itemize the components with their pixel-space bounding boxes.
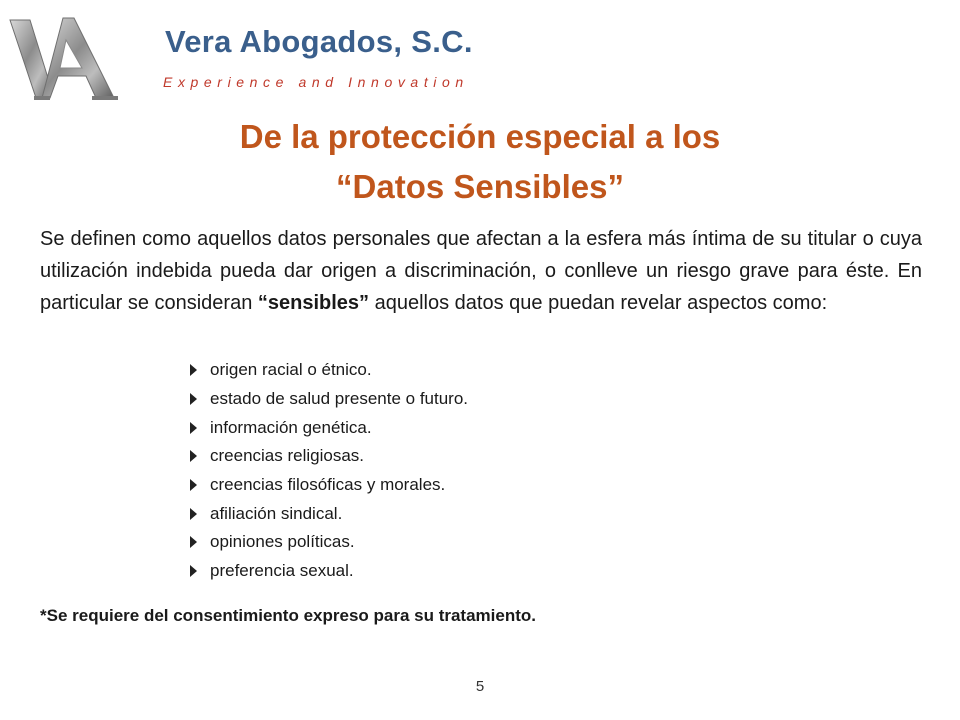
list-item-label: origen racial o étnico. [210,360,372,380]
list-item [190,413,468,442]
intro-paragraph [40,223,922,319]
caret-right-icon [190,450,197,462]
list-item [190,385,468,414]
list-item [190,356,468,385]
list-item-label: estado de salud presente o futuro. [210,389,469,409]
company-tagline: Experience and Innovation [163,74,469,90]
caret-right-icon [190,479,197,491]
list-item [190,499,468,528]
list-item-label: creencias filosóficas y morales. [210,475,446,495]
caret-right-icon [190,508,197,520]
list-item-label: afiliación sindical. [210,503,343,523]
list-item [190,528,468,557]
slide-title-line-2: “Datos Sensibles” [336,168,624,205]
sensitive-data-list [190,356,468,586]
list-item [190,471,468,500]
list-item-label: preferencia sexual. [210,561,354,581]
intro-text-end: aquellos datos que puedan revelar aspectos como: [369,292,828,314]
company-name: Vera Abogados, S.C. [165,24,473,59]
caret-right-icon [190,393,197,405]
slide-title [0,112,960,212]
intro-text-start: Se definen como aquellos datos personales que afectan a la esfera más íntima de su titular o cuya utilización indebida pueda dar origen a discriminación, o conlleve un riesgo grave para éste. En particular se consideran [40,228,922,314]
list-item [190,557,468,586]
intro-emphasis: “sensibles” [257,292,370,314]
list-item-label: opiniones políticas. [210,532,355,552]
slide-title-line-1: De la protección especial a los [239,118,721,155]
caret-right-icon [190,565,197,577]
caret-right-icon [190,364,197,376]
consent-note: *Se requiere del consentimiento expreso para su tratamiento. [40,606,536,625]
list-item-label: creencias religiosas. [210,446,365,466]
list-item [190,442,468,471]
va-monogram-logo-icon [8,14,120,106]
caret-right-icon [190,422,197,434]
page-number: 5 [475,678,485,695]
caret-right-icon [190,536,197,548]
list-item-label: información genética. [210,417,372,437]
